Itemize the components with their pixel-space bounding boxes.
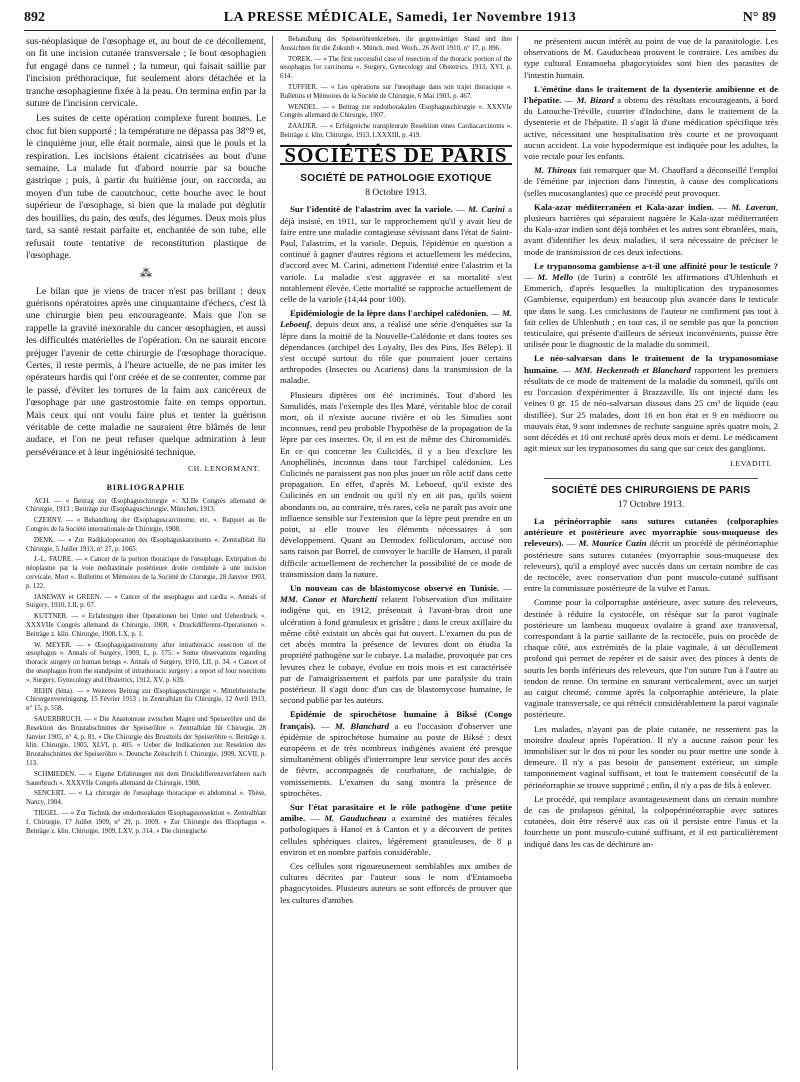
report-text: décrit un procédé de périnéorraphie postérieure sans sutures cutanées (myorraphie sous-muqueuse des releveurs), qu'il a employé avec succès dans un certain nombre de cas de rectocèle, avec conservation d'un pont musculo-cutané suffisant entre la commissure postérieure de la vulve et l'anus.: [524, 538, 778, 594]
report-author: M. Mello: [537, 272, 574, 283]
bibliography-entry: TOREK. — « The first successful case of resection of the thoracic portion of the œsophagus for carcinoma ». Surgery, Gynecology and Obstetrics, 1913, XVI, p. 614.: [280, 55, 512, 81]
report-text: rapportent les premiers résultats de ce mode de traitement de la maladie du sommeil, qu'ils ont eu l'occasion d'expérimenter à Brazzaville. Ils ont injecté dans les veines 0 gr. 15 de néo-salvarsan dissous dans 25 cm³ de liquide (eau distillée). Sur 25 malades, dont 16 en bon état et 9 en médiocre ou mauvais état, 9 sont indemnes de rechute sanguine après quatre mois, 2 sont décédés et 10 ont rechuté après deux mois et demi. Le médicament agit mieux sur les trypanosomes du sang que sur ceux des ganglions.: [524, 364, 778, 454]
society-reports: [524, 36, 778, 454]
society-reports: [280, 204, 512, 905]
bibliography-entry: Behandlung des Speiseröhrenkrebses, ihr gegenwärtiger Stand und ihre Aussichten für die Zukunft ». Münch. med. Woch., 26 Avril 1910, n° 17, p. 896.: [280, 36, 512, 52]
report-paragraph: Sur l'identité de l'alastrim avec la variole. — M. Carini a déjà insisté, en 1911, sur le rapprochement qu'il y avait lieu de faire entre une maladie contagieuse sévissant dans l'état de Saint-Paul, l'alastrim, et la variole. Depuis, l'épidémie en question a continué à gagner d'autres régions et actuellement les médecins, d'accord avec M. Carini, admettent l'identité entre l'alastrim et la variole. La maladie s'est aggravée et sa mortalité s'est notablement élevée. Cette mortalité se rapproche actuellement de celle de la variole (14,44 pour 100).: [280, 204, 512, 304]
report-text: ne présentent aucun intérêt au point de vue de la parasitologie. Les observations de M. Gauducheau prouvent le contraire. Les amibes du type cultural Entamoeba phagocytoides sont bien des parasites de l'intestin humain.: [524, 36, 778, 80]
report-text: , plusieurs barrières qui séparaient naguère le Kala-azar méditerranéen du Kala-azar indien sont déjà tombées et les autres sont ébranlées, mais, avant d'identifier les deux maladies, il sera nécessaire de préciser le mode de transmission de ces deux infections.: [524, 201, 778, 257]
session-date: 17 Octobre 1913.: [617, 499, 685, 510]
bibliography-entry: CZERNY. — « Behandlung der Œsophaguscarcinome, etc. ». Rapport au IIe Congrès de la Société internationale de Chirurgie, 1908.: [26, 517, 266, 533]
report-paragraph: La périnéorraphie sans sutures cutanées (colporaphies antérieure et postérieure avec myorraphie sous-muqueuse des releveurs). — M. Maurice Cazin décrit un procédé de périnéorraphie postérieure sans sutures cutanées (myorraphie sous-muqueuse des releveurs), qu'il a employé avec succès dans un certain nombre de cas de rectocèle, avec conservation d'un pont musculo-cutané suffisant entre la commissure postérieure de la vulve et l'anus.: [524, 515, 778, 594]
paragraph: sus-néoplasique de l'œsophage et, au bout de ce décollement, on fit une incision cutanée transversale ; le bout œsophagien fut engagé dans ce tunnel ; la tumeur, qui faisait saillie par l'incision préthoracique, fut seulement alors détachée et la tranche œsophagienne fixée à la peau. On termina enfin par la suture de l'incision cervicale.: [26, 36, 266, 110]
bibliography-entry: J.-L. FAURE. — « Cancer de la portion thoracique de l'œsophage. Extirpation du néoplasme par la voie médiastinale postérieure droite combinée à une incision cervicale. Mort ». Bulletins et Mémoires de la Société de Chirurgie, 28 Janvier 1903, p. 122.: [26, 556, 266, 590]
report-author: MM. Conor et Marchetti: [280, 594, 378, 605]
report-text: Le procédé, qui remplace avantageusement dans un certain nombre de cas de prolapsus génital, la colpopérinéorraphie avec sutures cutanées, doit être réservé aux cas où il persiste entre l'anus et la fourchette un pont musculo-cutané suffisant, et il est particulièrement indiqué dans les cas de déchirure an-: [524, 793, 778, 849]
report-title: Le trypanosoma gambiense a-t-il une affinité pour le testicule ?: [534, 260, 778, 271]
bibliography-entry: SENCERT. — « La chirurgie de l'œsophage thoracique et abdominal ». Thèse, Nancy, 1904.: [26, 790, 266, 807]
report-title: Epidémiologie de la lèpre dans l'archipel calédonien.: [290, 308, 489, 319]
report-author: M. Gauducheau: [324, 813, 387, 824]
report-paragraph: Epidémiologie de la lèpre dans l'archipel calédonien. — M. Leboeuf, depuis deux ans, a réalisé une série d'enquêtes sur la lèpre dans la moitié de la Nouvelle-Calédonie et dans toutes ses dépendances (archipel des Loyalty, Iles des Pins, Iles Bélep). Il s'est occupé surtout du rôle que pourraient jouer certains arthropodes (Insectes ou Acariens) dans la transmission de la maladie.: [280, 308, 512, 386]
report-author: MM. Heckenroth et Blanchard: [574, 364, 691, 375]
report-paragraph: Epidémie de spirochétose humaine à Biksé (Congo français). — M. Blanchard a eu l'occasion d'observer une épidémie de spirochétose humaine au poste de Biksé : deux européens et de très nombreux indigènes avaient été presque simultanément obligés d'interrompre leur service pour des accès de fièvre, accompagnés de courbature, de rachialgie, de vomissements. L'examen du sang montra la présence de spirochètes.: [280, 709, 512, 798]
report-paragraph: [524, 165, 778, 199]
report-paragraph: [524, 36, 778, 81]
issue-number: N° 89: [742, 10, 776, 25]
society-heading: SOCIÉTÉ DES CHIRURGIENS DE PARIS: [551, 484, 751, 496]
report-title: Kala-azar méditerranéen et Kala-azar indien.: [534, 201, 714, 212]
report-title: Sur l'identité de l'alastrim avec la variole.: [290, 204, 453, 215]
bibliography-entry: ACH. — « Beitrag zur Œsophaguschirurgie ». XLIIe Congrès allemand de Chirurgie, 1913 ; Beiträge zur Œsophaguschirurgie, München, 1913.: [26, 497, 266, 514]
report-text: relatent l'observation d'un militaire indigène qui, en 1912, présentait à l'avant-bras droit une ulcération à fond granuleux et grisâtre ; dans le creux axillaire du même côté existait un abcès qui fut ouvert. L'examen du pus de cet abcès montra la présence de levures dont on étudia la propriété pathogène sur le cobaye. La maladie, provoquée par ces levures chez le cobaye, évolue en trois mois et est caractérisée par de l'amaigrissement et parfois par une paralysie du train postérieur. Il s'agit donc d'un cas de blastomycose humaine, le second publié par les auteurs.: [280, 594, 512, 706]
column-divider-1: [272, 36, 273, 1070]
section-rule: [544, 478, 758, 479]
paragraph: Les suites de cette opération complexe furent bonnes. Le choc fut bien supporté ; la température ne dépassa pas 38°9 et, le cinquième jour, elle était normale, ainsi que le pouls et la respiration. Les incisions étaient cicatrisées au bout d'une semaine. La malade fut d'abord nourrie par sa bouche gastrique ; puis, à partir du huitième jour, on raccorda, au moyen d'un tube de caoutchouc, cette bouche avec le bout supérieur de l'œsophage, si bien que la malade put déglutir des bouillies, du pain, des œufs, des légumes. Deux mois plus tard, sa santé restait parfaite et, enchantée de son tube, elle refusait toute tentative de reconstitution plastique de l'œsophage.: [26, 113, 266, 261]
bibliography-list: [26, 498, 266, 837]
report-paragraph: [524, 794, 778, 850]
report-paragraph: [280, 390, 512, 580]
bibliography-entry: W. MEYER. — « Œsophagogastrostomy after intrathoracic resection of the œsophagus ». Annals of Surgery, 1909, L, p. 175. « Some observations regarding thoracic surgery on human beings ». Annals of Surgery, 1910, LII, p. 34. « Cancer of the œsophagus from the standpoint of intrathoracic surgery ; a report of four resections ». Surgery, Gynecology and Obstetrics, 1912, XV, p. 639.: [26, 641, 266, 684]
report-text: a déjà insisté, en 1911, sur le rapprochement qu'il y avait lieu de faire entre une maladie contagieuse sévissant dans l'état de Saint-Paul, l'alastrim, et la variole. Depuis, l'épidémie en question a continué à gagner d'autres régions et actuellement les médecins, d'accord avec M. Carini, admettent l'identité entre l'alastrim et la variole. La maladie s'est aggravée et sa mortalité s'est notablement élevée. Cette mortalité se rapproche actuellement de celle de la variole (14,44 pour 100).: [280, 204, 512, 304]
report-text: (de Turin) a contrôlé les affirmations d'Uhlenhuth et Emmerich, d'après lesquelles la multiplication des trypanosomes (Gambiense, equiperdum) est beaucoup plus avancée dans le testicule que dans le sang. Les conclusions de l'auteur ne confirment pas tout à fait celles de Uhlenhuth ; en tout cas, il ne semble pas que la ponction testiculaire, qui présente d'ailleurs de sérieux inconvénients, puisse être utilisée pour le diagnostic de la maladie du sommeil.: [524, 272, 778, 350]
bibliography-entry: TIEGEL. — « Zur Technik der endothorakalen Œsophagusresektion ». Zentralblatt f. Chirurgie, 17 Juillet 1909, n° 29, p. 1009. « Zur Chirurgie des Œsophagus ». Beiträge z. klin. Chirurgie, 1909, LXV, p. 314. « Die chirurgische: [26, 809, 266, 835]
society-reports-2: [524, 516, 778, 850]
bibliography-entry: JANEWAY et GREEN. — « Cancer of the œsophagus and cardia ». Annals of Surgery, 1910, LII, p. 67.: [26, 593, 266, 610]
report-title: Un nouveau cas de blastomycose observé en Tunisie.: [290, 583, 500, 594]
conclusion-paragraph: Le bilan que je viens de tracer n'est pas brillant : deux guérisons opératoires après une cinquantaine d'échecs, c'est là une chirurgie bien peu encourageante. Mais que l'on se rappelle la gravité inexorable du cancer œsophagien, et aussi les difficultés matérielles de l'opération. On ne saurait encore préjuger l'avenir de cette chirurgie de l'œsophage thoracique. Certes, il reste permis, à l'heure actuelle, de ne pas imiter les opérateurs hardis qui l'ont créée et de se contenter, comme par le passé, d'éviter les tortures de la faim aux cancéreux de l'œsophage par une gastrostomie faite en temps opportun. Mais ceux qui ont voulu faire plus et tenter la guérison véritable de cette maladie ne sauraient être blâmés de leur audace, et l'on ne peut refuser quelque admiration à leur persévérance et à leur ingéniosité technique.: [26, 285, 266, 458]
report-author: M. Blanchard: [335, 720, 390, 731]
report-paragraph: Le néo-salvarsan dans le traitement de la trypanosomiase humaine. — MM. Heckenroth et Blanchard rapportent les premiers résultats de ce mode de traitement de la maladie du sommeil, qu'ils ont eu l'occasion d'expérimenter à Brazzaville. Ils ont injecté dans les veines 0 gr. 15 de néo-salvarsan dissous dans 25 cm³ de liquide (eau distillée). Sur 25 malades, dont 16 en bon état et 9 en médiocre ou mauvais état, 9 sont indemnes de rechute sanguine après quatre mois, 2 sont décédés et 10 ont rechuté après deux mois et demi. Le médicament agit mieux sur les trypanosomes du sang que sur ceux des ganglions.: [524, 353, 778, 454]
page-number: 892: [24, 10, 45, 25]
report-author: M. Carini: [468, 204, 505, 215]
report-text: Plusieurs diptères ont été incriminés. Tout d'abord les Simulidés, mais l'exemple des Iles Maré, véritable bloc de corail mort, où il n'existe aucune rivière et où les Simulies sont inconnues, rend peu probable l'hypothèse de la propagation de la lèpre par ces insectes. Or, il en est de même des Chironomidés. En ce qui concerne les Culicidés, il y a lieu d'exclure les Anophélinés, inconnus dans tout l'archipel calédonien. Les Culicinés ne paraissent pas non plus jouer un rôle actif dans cette propagation. En effet, d'après M. Leboeuf, qu'il existe des Culicinés en un endroit ou qu'il n'y en ait pas, qu'ils soient abondants ou, au contraire, très rares, cela ne paraît pas avoir une influence sensible sur l'extension que la lèpre peut prendre en un point, si elle trouve les éléments nécessaires à son développement. Quant au Demodex folliculorum, accusé non sans raison par Borrel, de convoyer le bacille de Hansen, il paraît difficile actuellement de rechercher la possibilité de ce mode de transmission dans la nature.: [280, 389, 512, 579]
report-author: M. Bizard: [576, 95, 614, 106]
report-text: , depuis deux ans, a réalisé une série d'enquêtes sur la lèpre dans la moitié de la Nouvelle-Calédonie et dans toutes ses dépendances (archipel des Loyalty, Iles des Pins, Iles Bélep). Il s'est occupé surtout du rôle que pourraient jouer certains arthropodes (Insectes ou Acariens) dans la transmission de la maladie.: [280, 319, 512, 386]
report-paragraph: Sur l'état parasitaire et le rôle pathogène d'une petite amibe. — M. Gauducheau a examiné des matières fécales pathologiques à Hanoï et à Canton et y a découvert de petites cellules sphériques claires, légèrement granuleuses, de 8 μ environ et en nombre parfois considérable.: [280, 801, 512, 857]
report-text: Ces cellules sont rigoureusement semblables aux amibes de cultures décrites par l'auteur sous le nom d'Entamoeba phagocytoides. Plusieurs auteurs se sont efforcés de prouver que les cultures d'amibes: [280, 860, 512, 905]
society-heading: SOCIÉTÉ DE PATHOLOGIE EXOTIQUE: [300, 172, 492, 184]
bibliography-entry: TUFFIER. — « Les opérations sur l'œsophage dans son trajet thoracique ». Bulletins et Mémoires de la Société de Chirurgie, 6 Mai 1903, p. 467.: [280, 83, 512, 100]
bibliography-entry: WENDEL. — « Beitrag zur endothorakalen Œsophaguschirurgie ». XXXVIe Congrès allemand de Chirurgie, 1907.: [280, 103, 512, 120]
bibliography-entry: KUTTNER. — « Erfahrungen über Operationen bei Unter und Ueberdruck ». XXXVIIe Congrès allemand de Chirurgie, 1908, « Druckdifferenz-Operationen ». Beiträge z. klin. Chirurgie, 1908, LX, p. 1.: [26, 613, 266, 638]
column-divider-2: [517, 36, 518, 1070]
report-paragraph: Un nouveau cas de blastomycose observé en Tunisie. — MM. Conor et Marchetti relatent l'observation d'un militaire indigène qui, en 1912, présentait à l'avant-bras droit une ulcération à fond granuleux et grisâtre ; dans le creux axillaire du même côté existait un abcès qui fut ouvert. L'examen du pus de cet abcès montra la présence de levures dont on étudia la propriété pathogène sur le cobaye. La maladie, provoquée par ces levures chez le cobaye, évolue en trois mois et est caractérisée par de l'amaigrissement et parfois par une paralysie du train postérieur. Il s'agit donc d'un cas de blastomycose humaine, le second publié par les auteurs.: [280, 583, 512, 706]
report-title: La périnéorraphie sans sutures cutanées (colporaphies antérieure et postérieure avec myorraphie sous-muqueuse des releveurs).: [524, 515, 778, 549]
author-signature: CH. LENORMANT.: [187, 464, 260, 474]
report-author: M. Maurice Cazin: [578, 538, 647, 549]
report-paragraph: [280, 861, 512, 906]
report-text: Comme pour la colporraphie antérieure, avec suture des releveurs, destinée à réduire la cystocèle, on résèque sur la paroi vaginale postérieure un lambeau muqueux ovalaire à grand axe transversal, correspondant à la partie saillante de la rectocèle, puis on procède de chaque côté, aux extrémités de la plaie vaginale, à un décollement profond qui permet de repérer et de saisir avec des pinces à dents de souris les bords inférieurs des releveurs, que l'on suture l'un à l'autre au tendon de renne. On termine en suturant verticalement, avec un surjet au catgut chromé, comme après la colporraphie antérieure, la plaie vaginale transversale, ce qui rétrécit considérablement la paroi vaginale postérieure.: [524, 597, 778, 720]
report-paragraph: L'émétine dans le traitement de la dysenterie amibienne et de l'hépatite. — M. Bizard a obtenu des résultats encourageants, à bord du Latouche-Tréville, courrier d'Indochine, dans le traitement de la dysenterie et de l'hépatite. Il s'agit là d'une médication spécifique très active, nécessitant une hospitalisation très courte et ne provoquant aucun accident. La voie hypodermique est indiquée pour les adultes, la voie rectale pour les enfants.: [524, 83, 778, 162]
journal-title: LA PRESSE MÉDICALE, Samedi, 1er Novembre 1913: [223, 10, 577, 25]
report-text: Les malades, n'ayant pas de plaie cutanée, ne ressentent pas la moindre douleur après l'opération. Il n'y a aucune raison pour les immobiliser sur le dos ni pour les sonder ou pour mettre une sonde à demeure. Il n'y a pas besoin de pansement extérieur, un simple tamponnement vaginal suffisant, et tout le traitement consécutif de la périnéorraphie se trouve supprimé ; enfin, il n'y a pas de fils à enlever.: [524, 723, 778, 790]
section-stars: ⁂: [140, 266, 152, 281]
report-text: a obtenu des résultats encourageants, à bord du Latouche-Tréville, courrier d'Indochine, dans le traitement de la dysenterie et de l'hépatite. Il s'agit là d'une médication spécifique très active, nécessitant une hospitalisation très courte et ne provoquant aucun accident. La voie hypodermique est indiquée pour les adultes, la voie rectale pour les enfants.: [524, 95, 778, 162]
session-date: 8 Octobre 1913.: [365, 188, 427, 199]
report-title: Sur l'état parasitaire et le rôle pathogène d'une petite amibe.: [280, 801, 512, 824]
bibliography-list-continued: [280, 36, 512, 141]
report-text: fait remarquer que M. Chauffard a déconseillé l'emploi de l'émétine par injection dans l'intestin, à cause des complications (selles mucosanglantes) que ce procédé peut provoquer.: [524, 165, 778, 198]
column-3: [524, 36, 778, 1072]
report-author: M. Leboeuf: [280, 308, 512, 330]
report-paragraph: [524, 597, 778, 720]
column-2: [280, 36, 512, 1072]
report-author: M. Laveran: [731, 201, 776, 212]
section-title: SOCIÉTÉS DE PARIS: [280, 145, 512, 165]
report-paragraph: Kala-azar méditerranéen et Kala-azar indien. — M. Laveran, plusieurs barrières qui séparaient naguère le Kala-azar méditerranéen du Kala-azar indien sont déjà tombées et les autres sont ébranlées, mais, avant d'identifier les deux maladies, il sera nécessaire de préciser le mode de transmission de ces deux infections.: [524, 201, 778, 257]
report-author: M. Thiroux: [534, 165, 577, 176]
report-title: Epidémie de spirochétose humaine à Biksé (Congo français).: [280, 709, 512, 731]
bibliography-entry: SCHMIEDEN. — « Eigene Erfahrungen mit dem Druckdifferenzverfahren nach Sauerbruch ». XXXVIIe Congrès allemand de Chirurgie, 1908.: [26, 770, 266, 787]
report-signature: LEVADITI.: [730, 459, 772, 469]
report-title: Le néo-salvarsan dans le traitement de la trypanosomiase humaine.: [524, 353, 778, 375]
column-1: [26, 36, 266, 1072]
bibliography-entry: ZAAIJER. — « Erfolgreiche transpleurale Resektion eines Cardiacarcinoms ». Beiträge z. klin. Chirurgie, 1913, LXXXIII, p. 419.: [280, 123, 512, 139]
report-paragraph: Le trypanosoma gambiense a-t-il une affinité pour le testicule ? — M. Mello (de Turin) a contrôlé les affirmations d'Uhlenhuth et Emmerich, d'après lesquelles la multiplication des trypanosomes (Gambiense, equiperdum) est beaucoup plus avancée dans le testicule que dans le sang. Les conclusions de l'auteur ne confirment pas tout à fait celles de Uhlenhuth ; en tout cas, il ne semble pas que la ponction testiculaire, qui présente d'ailleurs de sérieux inconvénients, puisse être utilisée pour le diagnostic de la maladie du sommeil.: [524, 260, 778, 350]
report-text: a examiné des matières fécales pathologiques à Hanoï et à Canton et y a découvert de petites cellules sphériques claires, légèrement granuleuses, de 8 μ environ et en nombre parfois considérable.: [280, 813, 512, 857]
bibliography-heading: BIBLIOGRAPHIE: [106, 483, 186, 493]
bibliography-entry: DENK. — « Zur Radikaloperation des Œsophaguskarzinoms ». Zentralblatt für Chirurgie, 5 Juillet 1913, n° 27, p. 1065.: [26, 536, 266, 553]
header-rule: [24, 30, 776, 31]
page-header: [24, 8, 776, 28]
report-text: a eu l'occasion d'observer une épidémie de spirochétose humaine au poste de Biksé : deux européens et de très nombreux indigènes avaient été presque simultanément obligés d'interrompre leur service pour des accès de fièvre, accompagnés de courbature, de rachialgie, de vomissements. L'examen du sang montra la présence de spirochètes.: [280, 720, 512, 798]
report-title: L'émétine dans le traitement de la dysenterie amibienne et de l'hépatite.: [524, 83, 778, 106]
bibliography-entry: REHN (Iéna). — « Weiteres Beitrag zur Œsophaguschirurgie ». Mittelrheinische Chirurgenvereinigung, 15 Février 1913 ; in Zentralblatt für Chirurgie, 12 Avril 1913, n° 15, p. 558.: [26, 687, 266, 713]
report-paragraph: [524, 724, 778, 791]
bibliography-entry: SAUERBRUCH. — « Die Anastomose zwischen Magen und Speiseröhre und die Resektion des Brustabschnittes der Speiseröhre ». Zentralblatt für Chirurgie, 28 Janvier 1905, n° 4, p. 81. « Die Chirurgie des Brustteils der Speiseröhre ». Beiträge z. klin. Chirurgie, 1905, XLVI, p. 405. « Ueber die Indikationen zur Resektion des Brustabschnittes der Speiseröhre ». Deutsche Zeitschrift f. Chirurgie, 1909, XCVII, p. 113.: [26, 715, 266, 767]
